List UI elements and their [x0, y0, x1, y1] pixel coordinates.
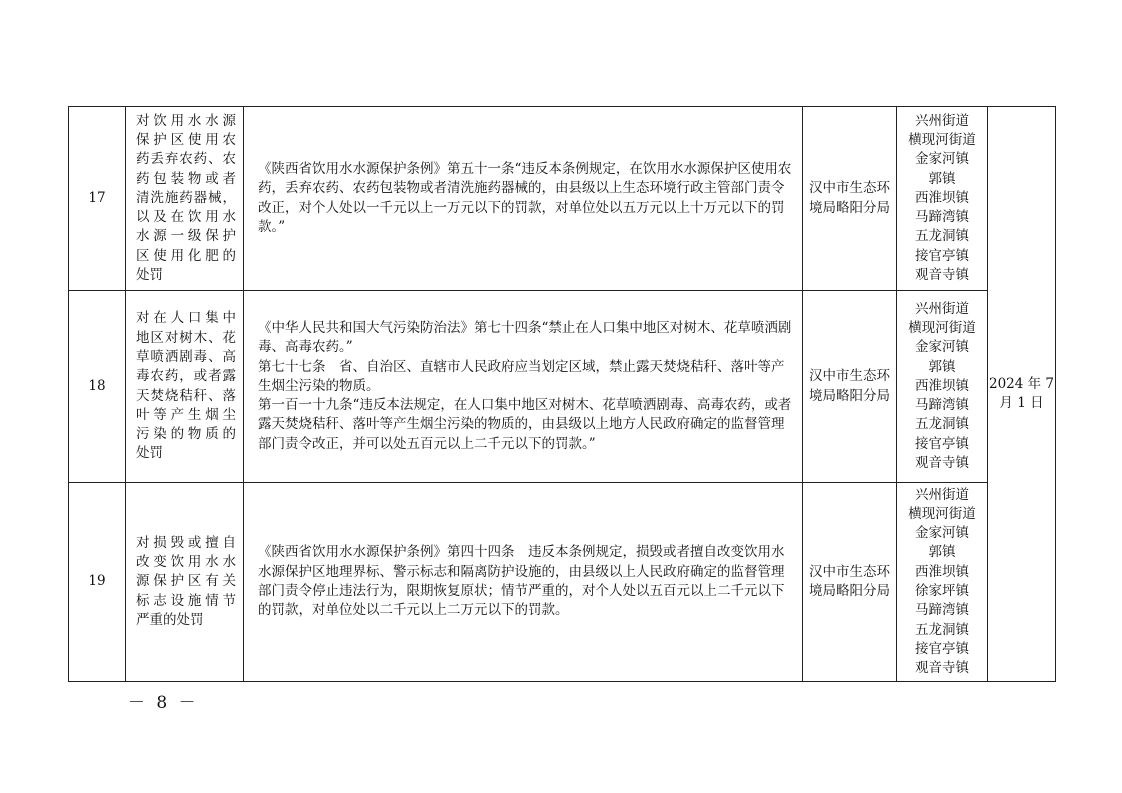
row-number: 18: [69, 291, 126, 483]
penalty-item: 对饮用水水源 保护区使用农 药丢弃农药、农 药包装物或者 清洗施药器械， 以及在饮用水 水源一级保护 区使用化肥的 处罚: [126, 107, 244, 291]
row-number: 19: [69, 483, 126, 682]
town-list: 兴州街道 横现河街道 金家河镇 郭镇 西淮坝镇 马蹄湾镇 五龙洞镇 接官亭镇 观音寺镇: [897, 291, 988, 483]
penalty-item: 对损毁或擅自 改变饮用水水 源保护区有关 标志设施情节 严重的处罚: [126, 483, 244, 682]
penalty-item: 对在人口集中 地区对树木、花 草喷洒剧毒、高 毒农药，或者露 天焚烧秸秆、落 叶等产生烟尘 污染的物质的 处罚: [126, 291, 244, 483]
legal-basis: 《陕西省饮用水水源保护条例》第五十一条“违反本条例规定，在饮用水水源保护区使用农药，丢弃农药、农药包装物或者清洗施药器械的，由县级以上生态环境行政主管部门责令改正，对个人处以一千元以上一万元以下的罚款，对单位处以五万元以上十万元以下的罚款。”: [244, 107, 803, 291]
table-row: [69, 483, 1056, 682]
town-list: 兴州街道 横现河街道 金家河镇 郭镇 西淮坝镇 徐家坪镇 马蹄湾镇 五龙洞镇 接官亭镇 观音寺镇: [897, 483, 988, 682]
enforcement-agency: 汉中市生态环境局略阳分局: [803, 107, 897, 291]
legal-basis: 《陕西省饮用水水源保护条例》第四十四条 违反本条例规定，损毁或者擅自改变饮用水水源保护区地理界标、警示标志和隔离防护设施的，由县级以上人民政府确定的监督管理部门责令停止违法行为，限期恢复原状；情节严重的，对个人处以五百元以上二千元以下的罚款，对单位处以二千元以上二万元以下的罚款。: [244, 483, 803, 682]
penalty-table: [68, 106, 1056, 682]
enforcement-agency: 汉中市生态环境局略阳分局: [803, 291, 897, 483]
table-row: [69, 107, 1056, 291]
row-number: 17: [69, 107, 126, 291]
effective-date: 2024 年 7 月 1 日: [988, 107, 1056, 682]
page-number: － 8 －: [128, 693, 199, 713]
town-list: 兴州街道 横现河街道 金家河镇 郭镇 西淮坝镇 马蹄湾镇 五龙洞镇 接官亭镇 观音寺镇: [897, 107, 988, 291]
enforcement-agency: 汉中市生态环境局略阳分局: [803, 483, 897, 682]
legal-basis: 《中华人民共和国大气污染防治法》第七十四条“禁止在人口集中地区对树木、花草喷洒剧毒、高毒农药。” 第七十七条 省、自治区、直辖市人民政府应当划定区域，禁止露天焚烧秸秆、落叶等产生烟尘污染的物质。 第一百一十九条“违反本法规定，在人口集中地区对树木、花草喷洒剧毒、高毒农药，或者露天焚烧秸秆、落叶等产生烟尘污染的物质的，由县级以上地方人民政府确定的监督管理部门责令改正，并可以处五百元以上二千元以下的罚款。”: [244, 291, 803, 483]
table-row: [69, 291, 1056, 483]
